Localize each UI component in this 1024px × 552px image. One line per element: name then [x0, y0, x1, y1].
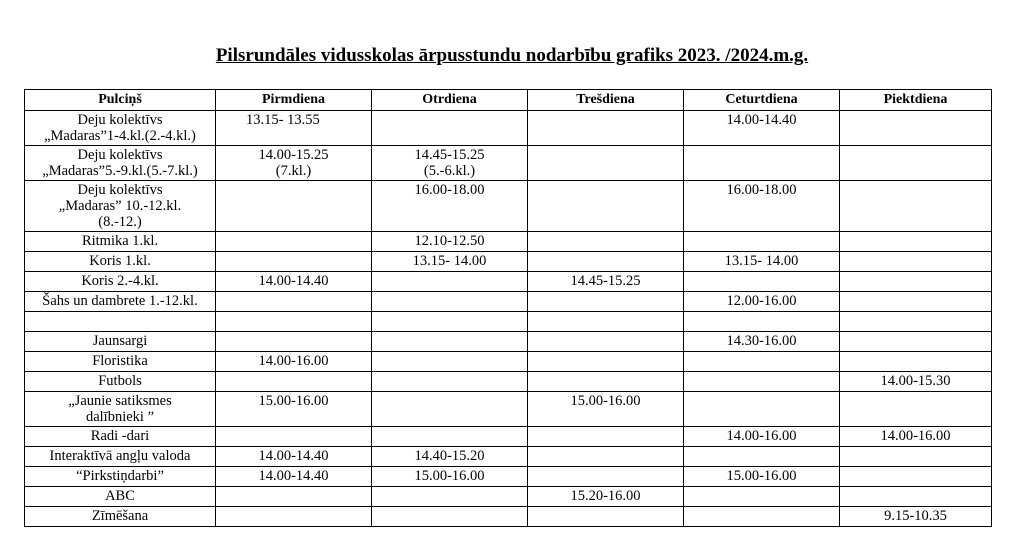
- time-cell-wednesday: [528, 146, 684, 181]
- time-cell-monday: [216, 372, 372, 392]
- time-cell-friday: [840, 292, 992, 312]
- time-cell-wednesday: [528, 447, 684, 467]
- time-cell-friday: [840, 427, 992, 447]
- time-cell-tuesday: [372, 372, 528, 392]
- time-cell-thursday: [684, 372, 840, 392]
- time-value: 14.45-15.25: [414, 147, 485, 163]
- time-value: (5.-6.kl.): [423, 163, 476, 179]
- schedule-body: [25, 111, 992, 527]
- club-name-cell: [25, 181, 216, 232]
- club-name-cell: [25, 447, 216, 467]
- time-cell-tuesday: [372, 312, 528, 332]
- time-cell-thursday: [684, 111, 840, 146]
- time-cell-monday: [216, 111, 372, 146]
- time-cell-monday: [216, 507, 372, 527]
- time-value: 14.00-14.40: [258, 448, 329, 464]
- club-name-line: Radi -dari: [90, 428, 150, 444]
- time-value: 14.00-14.40: [726, 112, 797, 128]
- time-cell-friday: [840, 447, 992, 467]
- club-name-cell: [25, 352, 216, 372]
- time-cell-thursday: [684, 272, 840, 292]
- time-cell-friday: [840, 372, 992, 392]
- table-row: [25, 392, 992, 427]
- time-cell-thursday: [684, 467, 840, 487]
- time-cell-tuesday: [372, 507, 528, 527]
- table-row: [25, 312, 992, 332]
- time-cell-monday: [216, 181, 372, 232]
- time-cell-wednesday: [528, 111, 684, 146]
- club-name-line: „Madaras”1-4.kl.(2.-4.kl.): [44, 128, 196, 144]
- time-value: 14.00-14.40: [258, 273, 329, 289]
- time-cell-tuesday: [372, 181, 528, 232]
- time-cell-friday: [840, 272, 992, 292]
- club-name-cell: [25, 292, 216, 312]
- time-cell-tuesday: [372, 146, 528, 181]
- club-name-line: Deju kolektīvs: [77, 112, 163, 128]
- table-row: [25, 232, 992, 252]
- club-name-cell: [25, 427, 216, 447]
- club-name-line: dalībnieki ”: [85, 409, 155, 425]
- club-name-line: „Madaras”5.-9.kl.(5.-7.kl.): [42, 163, 198, 179]
- time-cell-friday: [840, 352, 992, 372]
- time-value: 14.30-16.00: [726, 333, 797, 349]
- time-cell-wednesday: [528, 427, 684, 447]
- club-name-line: Ritmika 1.kl.: [81, 233, 159, 249]
- time-value: 14.00-16.00: [880, 428, 951, 444]
- time-cell-wednesday: [528, 352, 684, 372]
- table-row: [25, 372, 992, 392]
- header-club: Pulciņš: [25, 90, 216, 111]
- time-cell-wednesday: [528, 252, 684, 272]
- time-value: 14.45-15.25: [570, 273, 641, 289]
- time-cell-thursday: [684, 292, 840, 312]
- header-monday: Pirmdiena: [216, 90, 372, 111]
- time-cell-monday: [216, 427, 372, 447]
- time-value: 9.15-10.35: [884, 508, 947, 524]
- club-name-line: „Jaunie satiksmes: [68, 393, 172, 409]
- club-name-line: Zīmēšana: [91, 508, 149, 524]
- time-cell-tuesday: [372, 111, 528, 146]
- table-row: [25, 467, 992, 487]
- table-row: [25, 507, 992, 527]
- club-name-line: Floristika: [92, 353, 148, 369]
- time-cell-thursday: [684, 181, 840, 232]
- time-cell-tuesday: [372, 232, 528, 252]
- header-wednesday: Trešdiena: [528, 90, 684, 111]
- time-cell-monday: [216, 332, 372, 352]
- time-cell-monday: [216, 447, 372, 467]
- time-value: 14.00-16.00: [726, 428, 797, 444]
- club-name-cell: [25, 146, 216, 181]
- table-row: [25, 332, 992, 352]
- table-row: [25, 181, 992, 232]
- time-cell-wednesday: [528, 467, 684, 487]
- time-cell-thursday: [684, 146, 840, 181]
- club-name-line: Šahs un dambrete 1.-12.kl.: [42, 293, 198, 309]
- time-cell-wednesday: [528, 372, 684, 392]
- time-cell-monday: [216, 292, 372, 312]
- time-cell-friday: [840, 392, 992, 427]
- time-cell-thursday: [684, 447, 840, 467]
- time-cell-friday: [840, 111, 992, 146]
- time-cell-tuesday: [372, 332, 528, 352]
- time-cell-wednesday: [528, 232, 684, 252]
- time-cell-wednesday: [528, 507, 684, 527]
- club-name-line: Koris 1.kl.: [89, 253, 151, 269]
- time-value: 14.00-15.25: [258, 147, 329, 163]
- header-friday: Piektdiena: [840, 90, 992, 111]
- club-name-line: (8.-12.): [98, 214, 142, 230]
- time-cell-thursday: [684, 312, 840, 332]
- time-cell-tuesday: [372, 392, 528, 427]
- club-name-cell: [25, 392, 216, 427]
- club-name-cell: [25, 372, 216, 392]
- club-name-line: ABC: [105, 488, 135, 504]
- club-name-line: “Pirkstiņdarbi”: [76, 468, 164, 484]
- time-cell-monday: [216, 312, 372, 332]
- time-value: 15.00-16.00: [570, 393, 641, 409]
- time-cell-wednesday: [528, 292, 684, 312]
- header-thursday: Ceturtdiena: [684, 90, 840, 111]
- club-name-line: Deju kolektīvs: [77, 147, 163, 163]
- time-cell-monday: [216, 146, 372, 181]
- time-value: 12.00-16.00: [726, 293, 797, 309]
- table-row: [25, 111, 992, 146]
- time-cell-monday: [216, 487, 372, 507]
- time-cell-tuesday: [372, 467, 528, 487]
- club-name-cell: [25, 252, 216, 272]
- time-cell-monday: [216, 352, 372, 372]
- table-row: [25, 292, 992, 312]
- club-name-line: Deju kolektīvs: [77, 182, 163, 198]
- club-name-cell: [25, 272, 216, 292]
- time-cell-monday: [216, 392, 372, 427]
- page-title: Pilsrundāles vidusskolas ārpusstundu nodarbību grafiks 2023. /2024.m.g.: [215, 45, 809, 66]
- club-name-line: Koris 2.-4.kl.: [81, 273, 159, 289]
- time-cell-wednesday: [528, 181, 684, 232]
- time-cell-friday: [840, 507, 992, 527]
- table-row: [25, 447, 992, 467]
- time-cell-wednesday: [528, 392, 684, 427]
- time-cell-friday: [840, 146, 992, 181]
- time-value: 15.20-16.00: [570, 488, 641, 504]
- table-row: [25, 252, 992, 272]
- time-cell-monday: [216, 252, 372, 272]
- time-cell-thursday: [684, 352, 840, 372]
- club-name-cell: [25, 312, 216, 332]
- time-cell-tuesday: [372, 352, 528, 372]
- time-value: 14.00-14.40: [258, 468, 329, 484]
- header-tuesday: Otrdiena: [372, 90, 528, 111]
- time-value: 14.00-15.30: [880, 373, 951, 389]
- time-cell-monday: [216, 272, 372, 292]
- club-name-line: Interaktīvā angļu valoda: [49, 448, 191, 464]
- club-name-cell: [25, 332, 216, 352]
- club-name-cell: [25, 111, 216, 146]
- time-value: 14.00-16.00: [258, 353, 329, 369]
- time-cell-wednesday: [528, 487, 684, 507]
- time-cell-tuesday: [372, 272, 528, 292]
- time-value: 13.15- 14.00: [724, 253, 799, 269]
- time-cell-thursday: [684, 427, 840, 447]
- time-cell-thursday: [684, 252, 840, 272]
- time-value: 14.40-15.20: [414, 448, 485, 464]
- club-name-cell: [25, 232, 216, 252]
- time-value: 16.00-18.00: [414, 182, 485, 198]
- club-name-cell: [25, 467, 216, 487]
- time-cell-friday: [840, 312, 992, 332]
- club-name-cell: [25, 507, 216, 527]
- time-cell-tuesday: [372, 427, 528, 447]
- time-cell-tuesday: [372, 487, 528, 507]
- club-name-cell: [25, 487, 216, 507]
- time-cell-friday: [840, 467, 992, 487]
- time-value: 15.00-16.00: [414, 468, 485, 484]
- time-value: 13.15- 14.00: [412, 253, 487, 269]
- table-row: [25, 352, 992, 372]
- time-value: (7.kl.): [275, 163, 312, 179]
- time-cell-monday: [216, 467, 372, 487]
- time-cell-wednesday: [528, 312, 684, 332]
- time-cell-thursday: [684, 332, 840, 352]
- time-value: 15.00-16.00: [258, 393, 329, 409]
- time-cell-wednesday: [528, 332, 684, 352]
- time-cell-thursday: [684, 507, 840, 527]
- club-name-line: „Madaras” 10.-12.kl.: [58, 198, 182, 214]
- table-row: [25, 487, 992, 507]
- time-cell-friday: [840, 252, 992, 272]
- time-cell-friday: [840, 332, 992, 352]
- table-row: [25, 272, 992, 292]
- time-cell-friday: [840, 487, 992, 507]
- time-cell-friday: [840, 181, 992, 232]
- time-cell-thursday: [684, 392, 840, 427]
- time-cell-wednesday: [528, 272, 684, 292]
- time-cell-thursday: [684, 232, 840, 252]
- club-name-line: Futbols: [98, 373, 142, 389]
- time-value: 15.00-16.00: [726, 468, 797, 484]
- time-cell-friday: [840, 232, 992, 252]
- schedule-table: [24, 89, 992, 527]
- time-cell-tuesday: [372, 292, 528, 312]
- time-value: 13.15- 13.55: [246, 112, 320, 128]
- time-cell-tuesday: [372, 447, 528, 467]
- time-cell-thursday: [684, 487, 840, 507]
- time-cell-monday: [216, 232, 372, 252]
- header-row: [25, 90, 992, 111]
- table-row: [25, 146, 992, 181]
- club-name-line: Jaunsargi: [92, 333, 148, 349]
- table-row: [25, 427, 992, 447]
- time-value: 16.00-18.00: [726, 182, 797, 198]
- time-cell-tuesday: [372, 252, 528, 272]
- time-value: 12.10-12.50: [414, 233, 485, 249]
